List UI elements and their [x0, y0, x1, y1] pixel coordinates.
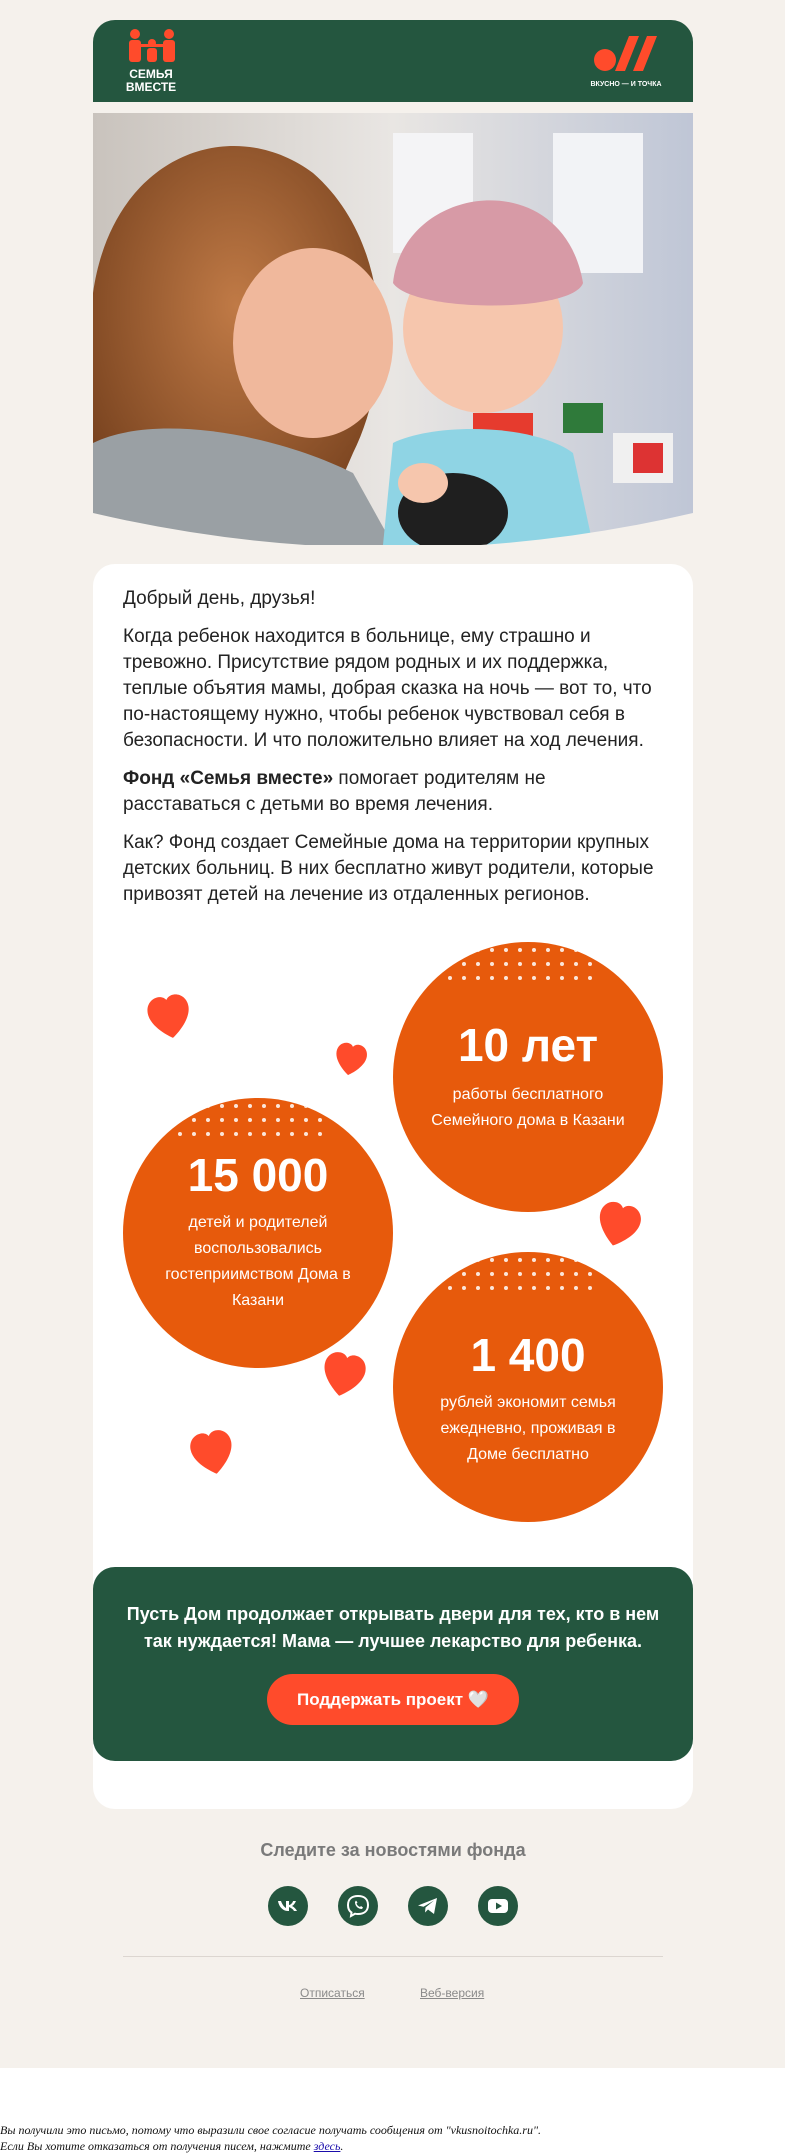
stat-caption: работы бесплатного Семейного дома в Казани: [431, 1086, 625, 1129]
brand-tagline: ВКУСНО — И ТОЧКА: [590, 81, 662, 88]
telegram-icon: [408, 1886, 448, 1926]
legal-notice: [0, 2122, 785, 2154]
greeting: Добрый день, друзья!: [123, 588, 316, 609]
intro-paragraph-2: [123, 766, 663, 818]
legal-line-2-suffix: .: [340, 2139, 344, 2153]
unsubscribe-link[interactable]: Отписаться: [300, 1986, 365, 2000]
mother-child-photo-icon: [93, 113, 693, 545]
dots-decoration: [448, 948, 592, 980]
intro-paragraph-3: Как? Фонд создает Семейные дома на территории крупных детских больниц. В них бесплатно живут родители, которые привозят детей на лечение из отдаленных регионов.: [123, 832, 654, 905]
stat-value: 1 400: [470, 1329, 586, 1381]
viber-icon: [338, 1886, 378, 1926]
stat-circle-savings: [393, 1252, 663, 1522]
telegram-link[interactable]: [408, 1886, 448, 1926]
dots-decoration: [178, 1104, 322, 1136]
youtube-link[interactable]: [478, 1886, 518, 1926]
main-card: [93, 564, 693, 1809]
stat-caption: детей и родителей воспользовались гостеприимством Дома в Казани: [165, 1214, 351, 1309]
opt-out-link[interactable]: здесь: [313, 2139, 341, 2153]
footer-divider: [123, 1956, 663, 1957]
heart-icon: [324, 1031, 377, 1084]
logo-text-line1: СЕМЬЯ: [129, 67, 173, 81]
stat-value: 10 лет: [457, 1019, 599, 1071]
viber-link[interactable]: [338, 1886, 378, 1926]
intro-paragraph-1: Когда ребенок находится в больнице, ему страшно и тревожно. Присутствие рядом родных и их поддержка, теплые объятия мамы, добрая сказка на ночь — вот то, что по-настоящему нужно, чтобы ребенок чувствовал себя в безопасности. И что положительно влияет на ход лечения.: [123, 626, 652, 751]
stat-caption: рублей экономит семья ежедневно, проживая в Доме бесплатно: [440, 1394, 616, 1463]
vk-link[interactable]: [268, 1886, 308, 1926]
foundation-name: Фонд «Семья вместе»: [123, 768, 334, 789]
vk-icon: [268, 1886, 308, 1926]
dots-decoration: [448, 1258, 592, 1290]
hero-image: [93, 113, 693, 545]
logo-text-line2: ВМЕСТЕ: [125, 80, 177, 94]
cta-text: Пусть Дом продолжает открывать двери для тех, кто в нем так нуждается! Мама — лучшее лекарство для ребенка.: [126, 1604, 660, 1651]
semya-vmeste-logo[interactable]: [121, 28, 181, 96]
intro-paragraph-2-rest: помогает родителям не расставаться с детьми во время лечения.: [123, 768, 546, 815]
stat-value: 15 000: [187, 1149, 329, 1201]
vkusno-i-tochka-logo[interactable]: [581, 30, 671, 96]
email-header: [93, 20, 693, 102]
heart-icon: [133, 979, 205, 1051]
youtube-icon: [478, 1886, 518, 1926]
heart-icon: [175, 1414, 249, 1488]
stat-circle-years: [393, 942, 663, 1212]
intro-text: [123, 586, 663, 920]
legal-line-2-prefix: Если Вы хотите отказаться от получения писем, нажмите: [0, 2139, 314, 2153]
brand-mark-icon: [581, 30, 671, 76]
follow-title: Следите за новостями фонда: [260, 1840, 526, 1860]
web-version-link[interactable]: Веб-версия: [420, 1986, 485, 2000]
legal-line-1: Вы получили это письмо, потому что выразили свое согласие получать сообщения от "vkusnoitochka.ru".: [0, 2123, 542, 2137]
heart-icon: [581, 1185, 657, 1261]
cta-block: [93, 1567, 693, 1761]
legal-line-2: [0, 2138, 785, 2154]
family-icon: [125, 28, 185, 64]
stat-circle-guests: [123, 1098, 393, 1368]
support-project-button[interactable]: Поддержать проект 🤍: [267, 1674, 519, 1725]
